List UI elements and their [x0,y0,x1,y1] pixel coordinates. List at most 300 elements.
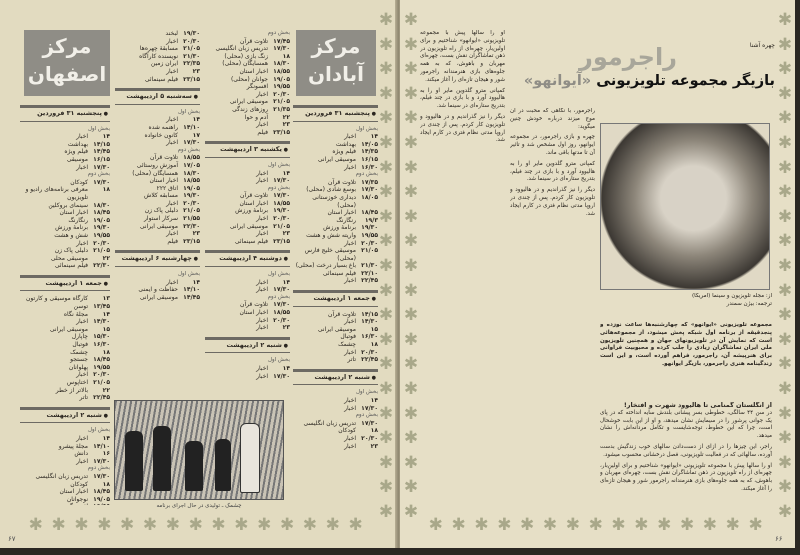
program-item [205,207,290,215]
program-time: ۱۸/۴۵ [93,356,110,364]
day-heading: ● سه‌شنبه ۵ اردیبهشت [115,88,200,105]
program-time: ۱۸/۳۰ [273,60,290,68]
program-title: همسایگان (محلی) [222,60,268,68]
program-item [115,154,200,162]
program-item [293,326,378,334]
program-item [115,230,200,238]
program-title: اخبار [166,230,178,238]
day-heading: ● جمعه ۱ اردیبهشت [293,290,378,307]
program-title: پهلوانان [68,363,88,371]
program-item [20,148,110,156]
page-number: ۶۶ [775,535,783,543]
program-title: تاتر [79,394,88,402]
program-item [20,341,110,349]
program-item [20,202,110,210]
section-label: بخش اول [355,125,378,132]
program-title: اخبار استان [239,67,268,75]
program-item [293,405,378,413]
program-item [293,141,378,149]
program-time: ۲۳ [282,121,290,129]
article-subtitle [524,73,775,89]
program-item [20,318,110,326]
program-title: چاپارل [71,333,88,341]
program-item [293,397,378,405]
program-title: کانون خانواده [144,131,178,139]
program-title: اخبار [344,163,356,171]
program-title: موسیقی ایرانی [229,98,268,106]
program-title: موسیقی محلی [50,254,88,262]
program-title: کارگاه موسیقی و کارتون [26,295,88,303]
program-title: اخبار [344,397,356,404]
program-item [20,458,110,466]
program-item [205,238,290,246]
program-time: ۲۳ [282,324,290,332]
program-title: دانش [74,450,88,458]
program-item [20,326,110,334]
day-heading: ● یکشنبه ۳ اردیبهشت [205,141,290,158]
section-label: بخش دوم [177,146,200,153]
article-intro: مجموعه تلویزیونی «ایوانهو» که چهارشنبه‌ها ساعت نوزده و پنجدقیقه از برنامه اول شبکه پخش میشود، از مجموعه‌هائی است که نمایش آن در تلویزیونهای جهان و همچنین تلویزیون ملی ایران تماشاگران زیادی را جلب کرده و محبوبیت فراوانی برای هنرپیشه آن، راجرمور، فراهم آورده است، و این است زندگینامه هنری راجرمور، بازیگر ایوانهو. [600,322,772,367]
program-title: موسیقی [66,155,88,163]
program-item [20,488,110,496]
program-item [205,223,290,231]
program-item [20,179,110,187]
program-time: ۱۴ [370,133,378,141]
program-item [205,324,290,332]
program-title: سینمای بروکلین [48,201,88,209]
program-time: ۱۶/۳۰ [93,341,110,349]
program-time: ۱۴/۱۰ [183,286,200,294]
program-item [293,435,378,443]
program-time: ۲۰/۳۰ [361,239,378,247]
program-time: ۲۲/۴۵ [361,356,378,364]
program-title: شش و هشت [54,231,88,239]
program-item [293,318,378,326]
program-time: ۲۱/۰۵ [273,222,290,230]
section-label: بخش اول [355,389,378,396]
program-time: ۱۷/۳۰ [361,404,378,412]
program-item [205,309,290,317]
program-title: فیلم سینمائی [322,269,356,277]
program-item [20,255,110,263]
program-title: نویسنده کارآگاه [139,52,178,60]
program-item [20,371,110,379]
abadan-center-header: مرکز آبادان [296,30,376,96]
program-item [115,76,200,84]
program-item [20,224,110,232]
program-item [293,270,378,278]
program-title: تدریس زبان انگلیسی [303,419,356,427]
program-time: ۱۷/۰۵ [183,161,200,169]
program-title: اخبار [256,372,268,380]
program-item [115,116,200,124]
abadan-schedule-col-1 [293,100,378,505]
article-column-3 [600,402,772,510]
program-item [115,124,200,132]
program-time: ۱۸/۴۵ [93,488,110,496]
program-title: برنامهٔ ورزش [235,207,268,215]
program-time: ۱۸/۴۵ [93,209,110,217]
program-title: معرفی برنامه‌های رادیو و تلویزیون [25,186,88,201]
program-title: جستجو [70,356,88,364]
program-time: ۱۸/۵۵ [183,177,200,185]
paragraph: چهره و بازی راجرمور، در مجموعه ایوانهو، روز اول مشخص شد و تاثیر آن تا مدتها باقی ماند. [510,134,595,156]
program-title: برنامهٔ ورزش [55,224,88,232]
program-title: اختاپوس [66,379,88,386]
program-time: ۲۲/۳۰ [93,262,110,270]
program-title: تدریس زبان انگلیسی [215,45,268,53]
program-item [205,121,290,129]
program-item [115,30,200,38]
program-time: ۱۷/۳۰ [361,186,378,194]
isfahan-center-header: مرکز اصفهان [24,30,110,96]
program-time: ۱۶/۳۰ [361,333,378,341]
program-item [205,68,290,76]
program-item [205,83,290,91]
program-item [20,303,110,311]
program-item [20,156,110,164]
paragraph: راجرمور، با نگاهی که محبت در آن موج میزند درباره خودش چنین میگوید: [510,108,595,130]
program-title: فیلم [167,237,178,245]
program-time: ۱۴ [282,278,290,286]
program-title: بالاتر از خطر [55,386,88,394]
program-time: ۱۴ [192,278,200,286]
program-time: ۱۵ [370,325,378,333]
program-item [115,162,200,170]
program-time: ۲۲ [282,113,290,121]
program-title: فیلم سینمائی [234,237,268,245]
program-item [205,230,290,238]
program-item [20,443,110,451]
program-time: ۱۴/۱۰ [93,442,110,450]
program-time: ۲۱/۳۵ [273,105,290,113]
program-time: ۱۴/۱۵ [93,140,110,148]
program-title: مسابقه کلاش [144,192,178,200]
program-item [20,356,110,364]
program-item [20,379,110,387]
program-title: دیداری خوزستانی (محلی) [312,193,356,209]
program-title: تلاوت قرآن [240,301,268,309]
program-title: فیلم سینمائی [144,75,178,83]
program-item [20,394,110,402]
program-title: مسابقهٔ چهره‌ها [139,45,178,53]
program-time: ۱۸/۳۰ [183,169,200,177]
program-title: تلاوت قرآن [328,310,356,318]
program-time: ۱۴/۴۵ [93,148,110,156]
program-title: فوتبال [72,341,88,349]
program-title: اخبار [344,442,356,450]
subtitle-quote: «آیوانهو» [523,73,592,89]
program-title: اخبار [76,163,88,171]
program-title: کودکان [70,480,88,488]
program-item [205,129,290,137]
program-title: فیلم ویژه [332,148,356,156]
right-page [400,0,795,548]
program-time: ۱۴ [102,434,110,442]
program-title: اخبار [76,318,88,326]
program-time: ۲۱/۰۵ [93,379,110,386]
program-time: ۲۱/۵۵ [183,215,200,223]
program-item [115,192,200,200]
isfahan-schedule-col-1 [20,100,110,505]
asterisk-border-right: ✱✱✱✱✱✱✱✱✱✱✱✱✱✱✱✱✱✱✱✱✱ [777,10,793,522]
program-time: ۱۸/۵۵ [183,154,200,162]
program-item [115,223,200,231]
program-time: ۱۷/۳۰ [273,192,290,200]
day-heading: ● دوشنبه ۴ اردیبهشت [205,250,290,267]
program-title: مجلهٔ نگاه [63,310,88,318]
day-heading: ● شنبه ۲ اردیبهشت [20,407,110,424]
program-item [293,311,378,319]
program-time: ۱۴/۱۰ [183,123,200,131]
article-column-1 [420,30,505,508]
program-title: موسیقی خلیج فارس (محلی) [304,247,356,262]
page-number: ۶۷ [8,535,16,543]
program-title: باغ بسیار درخت (محلی) [295,262,356,270]
program-title: اخبار [344,239,356,247]
program-item [115,38,200,46]
program-title: اخبار [256,324,268,332]
program-item [205,301,290,309]
program-item [20,311,110,319]
program-item [293,186,378,194]
section-label: بخش اول [87,427,110,434]
program-item [293,443,378,451]
program-item [205,177,290,185]
program-item [205,317,290,325]
program-item [293,349,378,357]
program-item [20,240,110,248]
program-item [293,194,378,209]
program-title: تدریس زبان انگلیسی [35,472,88,480]
program-time: ۱۸/۳۰ [93,201,110,209]
translator-credit: ترجمه: بیژن سمندر [726,300,772,307]
asterisk-border-bottom: ✱✱✱✱✱✱✱✱✱✱✱✱✱✱✱ [428,515,772,533]
program-item [205,373,290,381]
section-label: بخش دوم [87,171,110,178]
program-title: برنامهٔ ورزش [323,224,356,232]
program-time: ۲۳ [370,442,378,450]
program-time: ۲۱/۳۰ [183,52,200,60]
program-time: ۱۳ [102,295,110,303]
program-title: اخبار [166,116,178,124]
program-item [115,294,200,302]
program-title: فیلم [257,128,268,136]
program-time: ۱۸ [282,52,290,60]
program-item [20,217,110,225]
program-item [115,170,200,178]
day-heading: ● پنجشنبه ۳۱ فروردین [293,105,378,122]
program-time: ۱۹/۵۵ [93,363,110,371]
program-item [20,141,110,149]
program-item [293,240,378,248]
program-time: ۱۹/۰۵ [183,184,200,192]
program-title: آموزش روستائی [136,161,178,169]
program-time: ۱۵ [102,325,110,333]
program-time: ۱۶/۱۵ [93,155,110,163]
program-title: اخبار [166,199,178,207]
program-title: توسن [73,303,88,311]
program-title: رنگارنگ [336,216,356,224]
program-time: ۲۳/۱۵ [183,75,200,83]
asterisk-border-left: ✱✱✱✱✱✱✱✱✱✱✱✱✱✱✱✱✱✱✱✱✱ [403,10,419,522]
program-time: ۱۴ [192,116,200,124]
program-time: ۱۹/۵۵ [93,231,110,239]
program-item [293,224,378,232]
program-time: ۲۲/۴۵ [93,394,110,402]
article-column-2 [510,108,595,508]
program-title: اخبار [256,90,268,98]
program-title: اخبار [344,348,356,356]
program-title: اخبار [256,177,268,185]
program-item [20,247,110,255]
program-title: تاتر [347,356,356,364]
program-item [205,114,290,122]
program-title: کودکان [70,178,88,186]
program-time: ۱۹/۳۰ [361,224,378,232]
program-title: کودکان [338,427,356,435]
program-title: اخبار استان [59,209,88,217]
program-title: جوانان (محلی) [230,75,268,83]
photo-credit [600,293,772,317]
program-item [293,148,378,156]
program-item [293,156,378,164]
day-heading: ● پنجشنبه ۳۱ فروردین [20,105,110,122]
program-item [20,209,110,217]
program-title: فیلم سینمائی [54,262,88,270]
program-time: ۱۸/۵۵ [273,67,290,75]
program-time: ۱۷/۳۰ [273,45,290,53]
program-item [205,215,290,223]
program-time: ۱۳/۴۵ [93,303,110,311]
program-item [205,98,290,106]
program-time: ۱۹/۵۵ [361,231,378,239]
section-label: بخش دوم [267,184,290,191]
program-title: بهداشت [67,140,88,148]
program-time: ۱۴/۱۵ [361,310,378,318]
program-title: اخبار [166,139,178,147]
program-title: اخبار [256,169,268,177]
program-time: ۱۷/۳۰ [93,178,110,186]
program-item [205,91,290,99]
program-title: آدم و حوا [244,113,268,121]
program-time: ۲۰/۳۰ [273,215,290,223]
program-title: اخبار [344,434,356,442]
program-time: ۲۲/۳۵ [183,60,200,68]
program-title: اخبار [256,286,268,294]
program-title: اخبار استان [149,177,178,185]
program-item [20,232,110,240]
program-title: چشمک [70,348,88,356]
paragraph: دیگر را نیز گذراندیم و در هالیوود و تلویزیون کار کردم. پس از چندی در اروپا مدتی نظام فتری در کارم ایجاد شد. [510,187,595,217]
program-time: ۱۸/۰۵ [361,193,378,201]
program-time: ۱۹/۳۰ [93,224,110,232]
program-title: ایران زمین [150,60,178,68]
program-title: اخبار [256,364,268,372]
program-item [20,387,110,395]
program-time: ۱۷/۳۰ [273,286,290,294]
section-label: بخش دوم [87,465,110,472]
program-title: اخبار [166,37,178,45]
program-time: ۱۹/۰۵ [273,75,290,83]
program-item [115,207,200,215]
program-time: ۲۱/۰۵ [183,207,200,215]
program-time: ۱۶/۱۵ [361,155,378,163]
program-title: راهنمه شده [148,123,178,131]
program-item [205,170,290,178]
program-time: ۱۷/۳۰ [183,139,200,147]
program-time: ۲۰/۳۰ [183,37,200,45]
section-label: بخش اول [267,161,290,168]
program-item [20,481,110,489]
program-item [293,356,378,364]
program-time: ۲۰/۳۰ [93,239,110,247]
program-time: ۲۲ [102,254,110,262]
program-title: اخبار [76,371,88,379]
program-time: ۱۴ [102,133,110,141]
program-title: اخبار [256,230,268,238]
program-title: اخبار استان [327,209,356,217]
program-item [115,185,200,193]
program-title: نوجوانان [66,495,88,503]
program-time: ۱۴ [370,397,378,404]
program-time: ۲۲ [102,386,110,394]
program-title: دلیلی پاک زن [144,207,178,215]
program-title: اخبار [344,404,356,412]
program-title: زنگ بازی (محلی) [224,52,268,60]
paragraph: او را سالها پیش با مجموعه تلویزیونی «ایوانهو» شناختیم و برای اولین‌بار، چهره‌ای از راه تلویزیون در ذهن تماشاگران نقش بست، چهره‌ای مهربان و باهوش، که به همه جلوه‌های بازی هنرمندانه راجرمور شور و هیجان تازه‌ای را آغاز میکند. [420,30,505,83]
program-title: اخبار [344,133,356,141]
program-title: اخبار [344,277,356,285]
program-item [293,179,378,187]
program-time: ۱۸ [370,341,378,349]
program-item [20,473,110,481]
program-time: ۱۵/۳۰ [93,333,110,341]
section-label: بخش دوم [267,30,290,36]
program-title: تلاوت قرآن [240,37,268,45]
program-item [205,60,290,68]
program-title: حفاظت و ایمنی [138,286,178,294]
program-title: اخبار [76,457,88,465]
program-title: فوتبال [340,333,356,341]
program-item [293,427,378,435]
program-title: اخبار [166,67,178,75]
program-title: روزهای زندگی [232,105,268,113]
program-time: ۲۰/۳۰ [273,90,290,98]
program-time: ۱۹/۰۵ [93,495,110,503]
program-title: موسیقی ایرانی [317,325,356,333]
program-time: ۱۷/۳۰ [273,301,290,309]
program-title: اخبار استان [239,199,268,207]
program-time: ۲۳ [192,230,200,238]
program-time: ۱۹/۳۰ [273,207,290,215]
program-time: ۱۴/۳۰ [93,318,110,326]
program-title: بهداشت [335,140,356,148]
program-title: واریته شش و هشت [306,231,356,239]
program-time: ۱۹/۰۵ [93,216,110,224]
paragraph: او را سالها پیش با مجموعه تلویزیونی «ایوانهو» شناختیم و برای اولین‌بار، چهره‌ای از راه تلویزیون در ذهن تماشاگران نقش بست، چهره‌ای مهربان و باهوش، که به همه جلوه‌های بازی هنرمندانه راجرمور شور و هیجان تازه‌ای را آغاز میکند. [600,462,772,492]
program-item [20,133,110,141]
program-item [20,186,110,201]
program-time: ۱۹/۳ [364,216,378,224]
program-title: فیلم ویژه [64,148,88,156]
program-time: ۱۸ [102,480,110,488]
paragraph: دیگر را نیز گذراندیم و در هالیوود و تلویزیون کار کردم. پس از چندی در اروپا مدتی نظام فتری در کارم ایجاد شد. [420,113,505,144]
program-title: تلاوت قرآن [150,154,178,162]
program-time: ۱۴ [282,364,290,372]
program-item [115,279,200,287]
section-label: بخش دوم [355,171,378,178]
